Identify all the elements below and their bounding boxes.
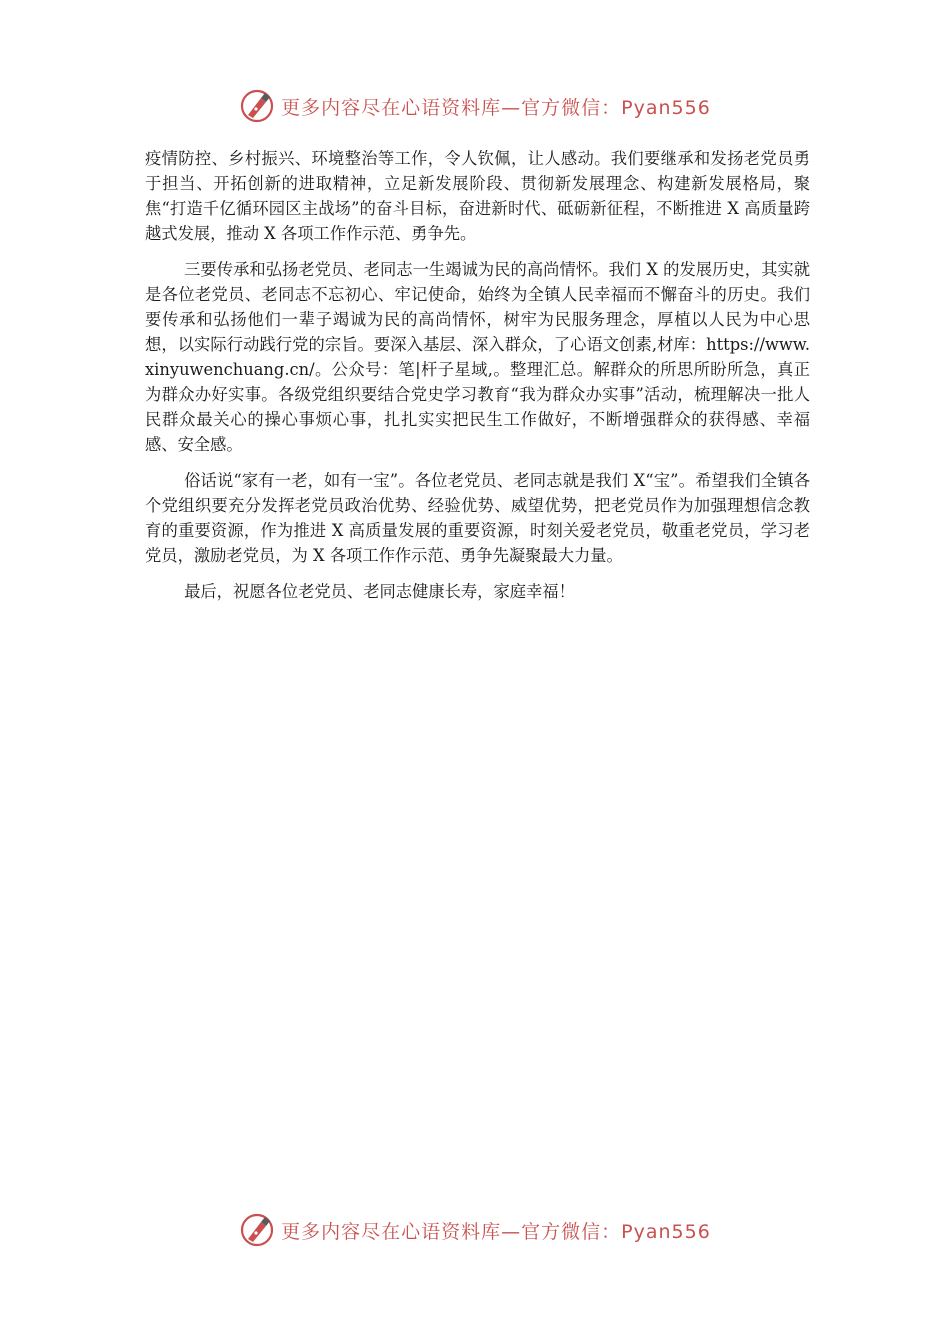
pen-nib-circle-icon [239, 1212, 275, 1248]
header-banner-inner [239, 88, 711, 124]
paragraph-1: 疫情防控、乡村振兴、环境整治等工作，令人钦佩，让人感动。我们要继承和发扬老党员勇于担当、开拓创新的进取精神，立足新发展阶段、贯彻新发展理念、构建新发展格局，聚焦“打造千亿循环园区主战场”的奋斗目标，奋进新时代、砥砺新征程，不断推进 X 高质量跨越式发展，推动 X 各项工作作示范、勇争先。 [145, 149, 810, 243]
header-banner [0, 84, 950, 128]
pen-nib-circle-icon [239, 88, 275, 124]
paragraph-3: 俗话说“家有一老，如有一宝”。各位老党员、老同志就是我们 X“宝”。希望我们全镇各个党组织要充分发挥老党员政治优势、经验优势、威望优势，把老党员作为加强理想信念教育的重要资源，作为推进 X 高质量发展的重要资源，时刻关爱老党员，敬重老党员，学习老党员，激励老党员，为 X 各项工作作示范、勇争先凝聚最大力量。 [145, 471, 810, 565]
footer-banner-inner [239, 1212, 711, 1248]
document-body [145, 146, 810, 615]
footer-banner [0, 1208, 950, 1252]
paragraph-2: 三要传承和弘扬老党员、老同志一生竭诚为民的高尚情怀。我们 X 的发展历史，其实就是各位老党员、老同志不忘初心、牢记使命，始终为全镇人民幸福而不懈奋斗的历史。我们要传承和弘扬他们一辈子竭诚为民的高尚情怀，树牢为民服务理念，厚植以人民为中心思想，以实际行动践行党的宗旨。要深入基层、深入群众，了心语文创素,材库：https://www.xinyuwenchuang.cn/。公众号：笔|杆子星域,。整理汇总。解群众的所思所盼所急，真正为群众办好实事。各级党组织要结合党史学习教育“我为群众办实事”活动，梳理解决一批人民群众最关心的操心事烦心事，扎扎实实把民生工作做好，不断增强群众的获得感、幸福感、安全感。 [145, 260, 810, 454]
footer-banner-text: 更多内容尽在心语资料库—官方微信：Pyan556 [281, 1220, 711, 1243]
header-banner-text: 更多内容尽在心语资料库—官方微信：Pyan556 [281, 96, 711, 119]
paragraph-4: 最后，祝愿各位老党员、老同志健康长寿，家庭幸福！ [184, 582, 575, 601]
